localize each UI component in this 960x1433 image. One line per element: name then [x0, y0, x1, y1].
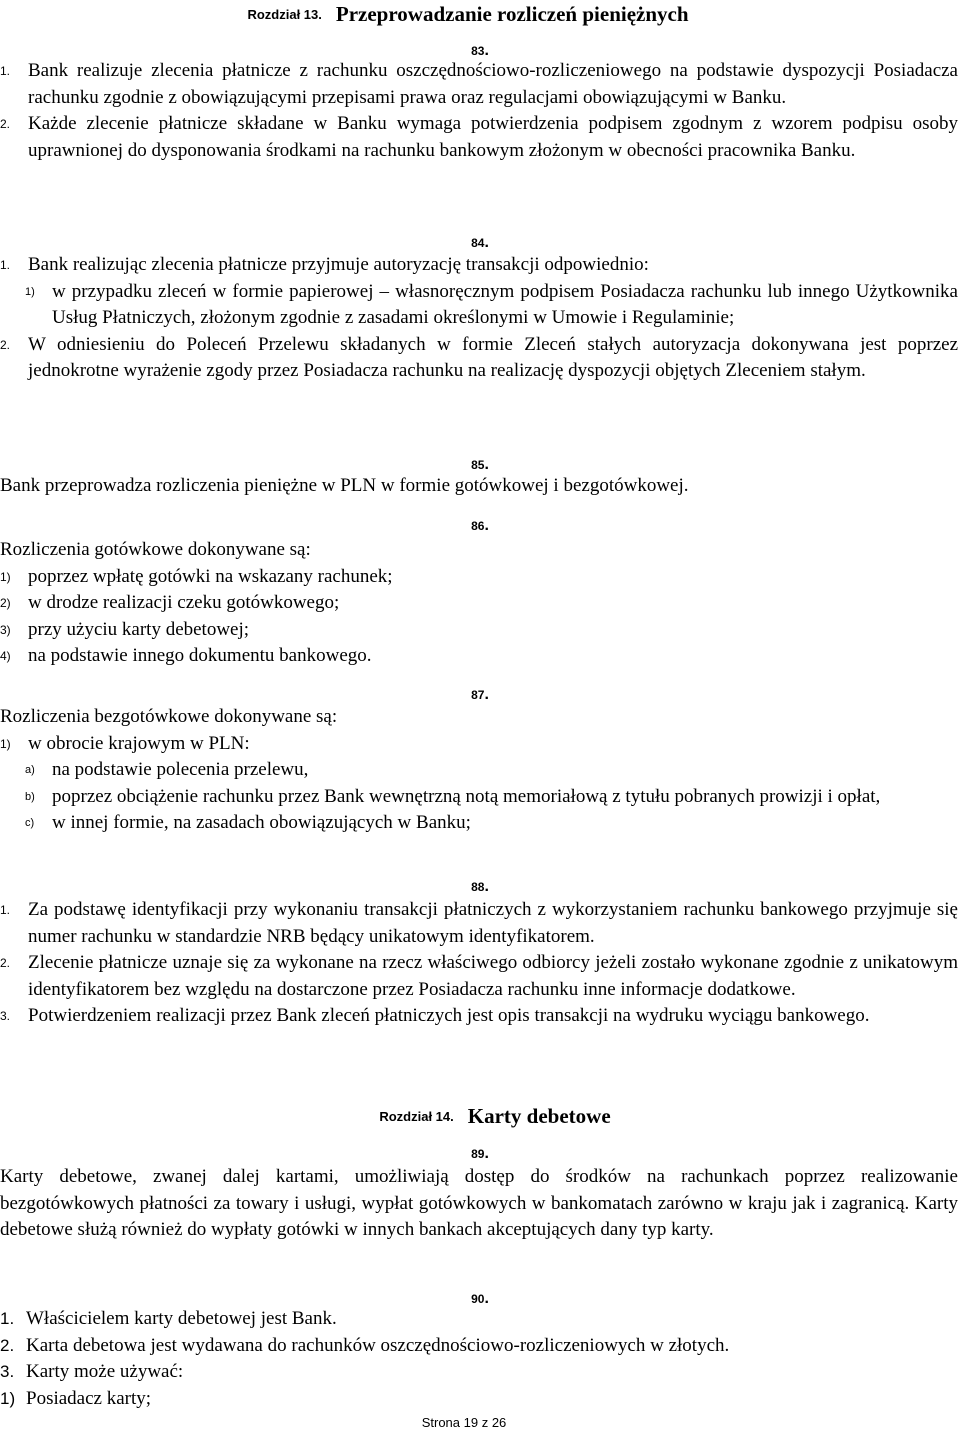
section-86-intro: Rozliczenia gotówkowe dokonywane są:	[0, 539, 311, 560]
page-footer: Strona 19 z 26	[421, 1415, 507, 1430]
section-84-item-1: 1. Bank realizując zlecenia płatnicze przyjmuje autoryzację transakcji odpowiednio:	[0, 254, 649, 275]
chapter-13-heading	[0, 2, 960, 27]
chapter-13-label: Rozdział 13.	[247, 7, 322, 22]
section-87-subitem-b: b) poprzez obciążenie rachunku przez Bank wewnętrzną notą memoriałową z tytułu pobranych prowizji i opłat,	[25, 785, 881, 807]
section-86-item-3: 3) przy użyciu karty debetowej;	[0, 618, 250, 640]
section-90-item-3: 3. Karty może używać:	[0, 1361, 184, 1382]
section-90-body	[0, 1306, 958, 1412]
section-85-number: 85.	[471, 456, 489, 473]
section-86-item-1: 1) poprzez wpłatę gotówki na wskazany rachunek;	[0, 565, 393, 587]
section-87-subitem-a: a) na podstawie polecenia przelewu,	[25, 759, 309, 780]
section-86-body	[0, 537, 958, 670]
section-85-body: Bank przeprowadza rozliczenia pieniężne w PLN w formie gotówkowej i bezgotówkowej.	[0, 475, 689, 496]
section-88-item-2: 2. Zlecenie płatnicze uznaje się za wykonane na rzecz właściwego odbiorcy jeżeli zostało wykonane zgodnie z unikatowym identyfikatorem bez względu na dostarczone przez Posiadacza rachunku inne informacje dodatkowe.	[0, 952, 958, 1000]
section-88-item-3: 3. Potwierdzeniem realizacji przez Bank zleceń płatniczych jest opis transakcji na wydruku wyciągu bankowego.	[0, 1005, 870, 1026]
chapter-14-title: Karty debetowe	[467, 1104, 611, 1128]
section-84-subitem-1: 1) w przypadku zleceń w formie papierowej – własnoręcznym podpisem Posiadacza rachunku lub innego Użytkownika Usług Płatniczych, złożonym zgodnie z zasadami określonymi w Umowie i Regulaminie;	[25, 280, 958, 328]
section-90-item-1: 1. Właścicielem karty debetowej jest Bank.	[0, 1308, 337, 1329]
chapter-13-title: Przeprowadzanie rozliczeń pieniężnych	[335, 2, 689, 26]
section-88-number: 88.	[471, 878, 489, 895]
section-87-item-1: 1) w obrocie krajowym w PLN:	[0, 732, 250, 754]
section-88-body	[0, 897, 958, 1030]
section-83-item-2: 2. Każde zlecenie płatnicze składane w Banku wymaga potwierdzenia podpisem zgodnym z wzorem podpisu osoby uprawnionej do dysponowania środkami na rachunku bankowym złożonym w obecności pracownika Banku.	[0, 113, 958, 161]
chapter-14-heading	[30, 1104, 960, 1129]
chapter-14-label: Rozdział 14.	[379, 1109, 454, 1124]
section-83-item-1: 1. Bank realizuje zlecenia płatnicze z rachunku oszczędnościowo-rozliczeniowego na podstawie dyspozycji Posiadacza rachunku zgodnie z obowiązującymi przepisami prawa oraz regulacjami obowiązującymi w Banku.	[0, 60, 958, 108]
section-89-body: Karty debetowe, zwanej dalej kartami, umożliwiają dostęp do środków na rachunkach poprzez realizowanie bezgotówkowych płatności za towary i usługi, wypłat gotówkowych w bankomatach zarówno w kraju jak i zagranicą. Karty debetowe służą również do wypłaty gotówki w innych bankach akceptujących dany typ karty.	[0, 1166, 958, 1240]
section-84-item-2: 2. W odniesieniu do Poleceń Przelewu składanych w formie Zleceń stałych autoryzacja dokonywana jest poprzez jednokrotne wyrażenie zgody przez Posiadacza rachunku na realizację dyspozycji objętych Zleceniem stałym.	[0, 333, 958, 381]
section-87-subitem-c: c) w innej formie, na zasadach obowiązujących w Banku;	[25, 812, 471, 833]
section-86-item-4: 4) na podstawie innego dokumentu bankowego.	[0, 645, 372, 666]
section-90-item-2: 2. Karta debetowa jest wydawana do rachunków oszczędnościowo-rozliczeniowych w złotych.	[0, 1334, 730, 1356]
section-87-body	[0, 704, 958, 837]
section-83-body	[0, 58, 958, 164]
section-87-number: 87.	[471, 686, 489, 703]
section-90-number: 90.	[471, 1290, 489, 1307]
section-86-item-2: 2) w drodze realizacji czeku gotówkowego;	[0, 592, 340, 613]
section-88-item-1: 1. Za podstawę identyfikacji przy wykonaniu transakcji płatniczych z wykorzystaniem rachunku bankowego przyjmuje się numer rachunku w standardzie NRB będący unikatowym identyfikatorem.	[0, 899, 958, 947]
section-89-number: 89.	[471, 1145, 489, 1162]
section-84-body	[0, 252, 958, 385]
section-90-subitem-1: 1) Posiadacz karty;	[0, 1387, 152, 1409]
section-84-number: 84.	[471, 234, 489, 251]
section-83-number: 83.	[471, 42, 489, 59]
section-86-number: 86.	[471, 517, 489, 534]
section-87-intro: Rozliczenia bezgotówkowe dokonywane są:	[0, 706, 338, 727]
